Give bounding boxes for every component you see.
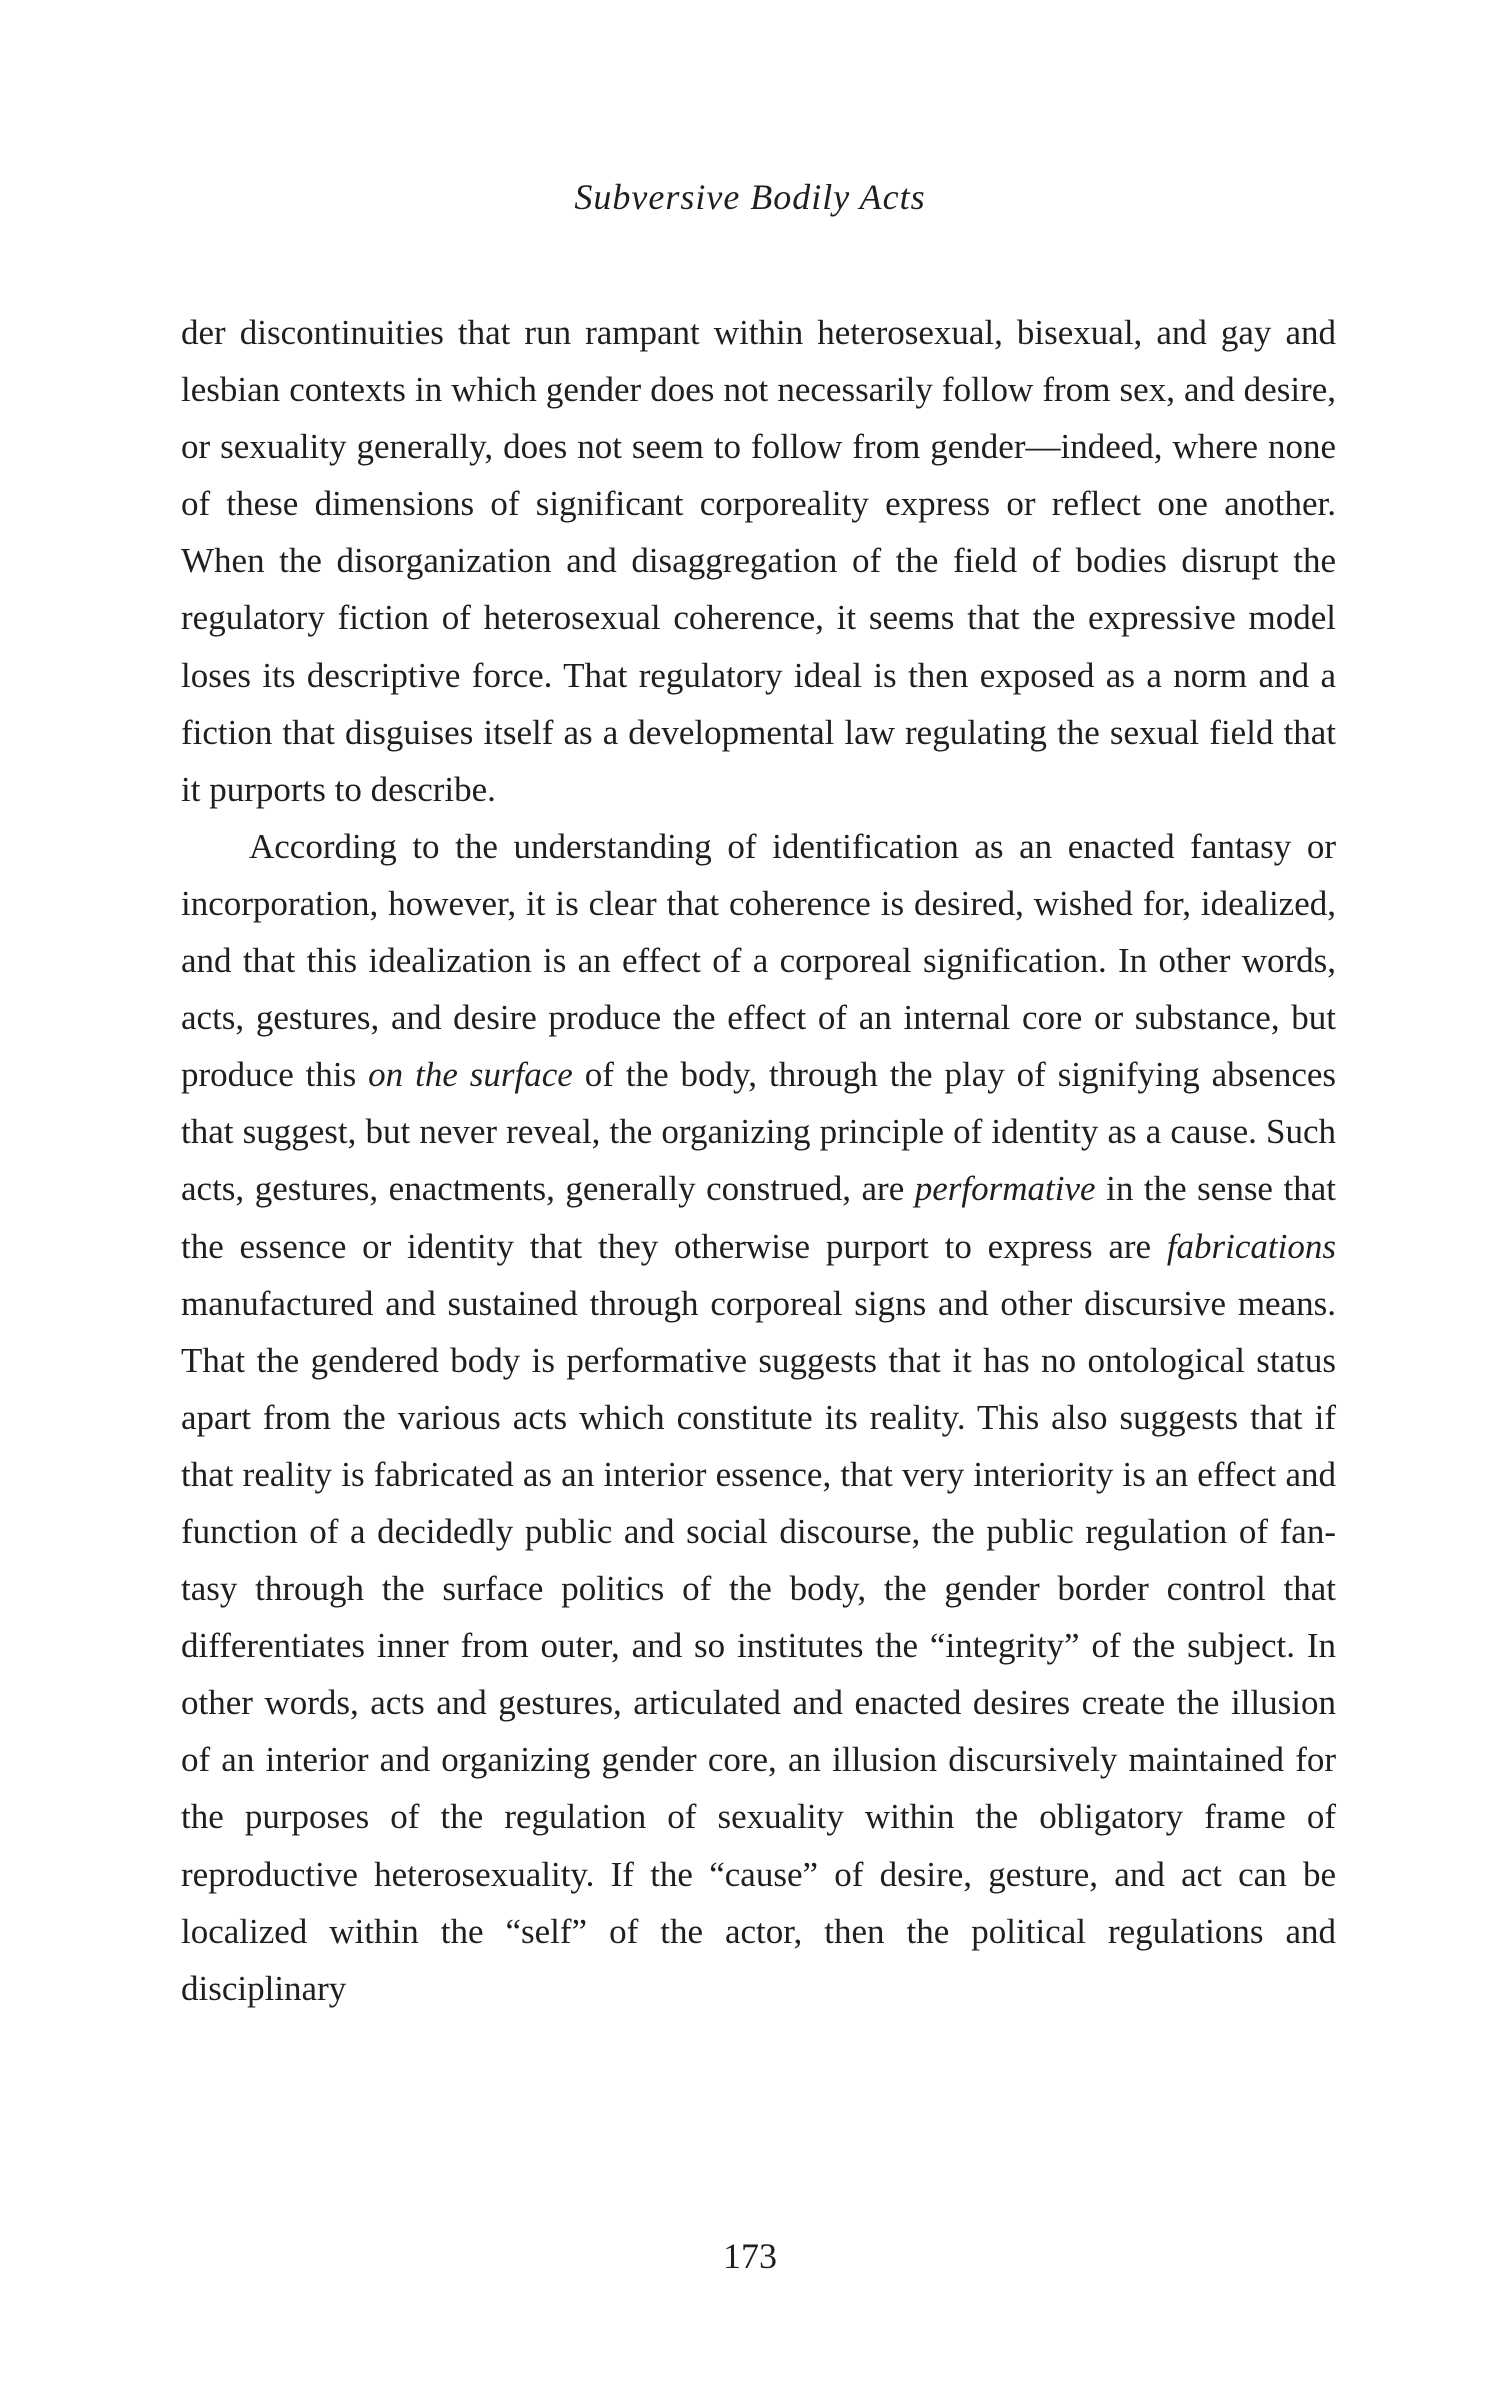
italic-word-performative: performative	[914, 1169, 1096, 1209]
text-segment: According to the understanding of identification as an enacted fantasy or incorporation, however, it is clear that coherence is desired, wished for, idealized, and that this idealization is an effect of a corporeal signification. In other words, acts, gestures, and desire produce the effect of an internal core or substance, but produce this	[181, 826, 1336, 1095]
text-segment: in the sense that the essence or identity that they otherwise purport to express are	[181, 1169, 1336, 1266]
running-head: Subversive Bodily Acts	[574, 177, 926, 217]
text-segment: manufactured and sustained through corporeal signs and other discursive means. That the gendered body is performative suggests that it has no ontological status apart from the various acts which constitute its reality. This also suggests that if that reality is fabricated as an interior essence, that very interiority is an effect and function of a decidedly public and social discourse, the public regulation of fantasy through the surface politics of the body, the gender border control that differentiates inner from outer, and so institutes the “integrity” of the subject. In other words, acts and gestures, articulated and enacted desires create the illusion of an interior and organizing gender core, an illusion discursively maintained for the purposes of the regulation of sexuality within the obligatory frame of reproductive heterosexuality. If the “cause” of desire, gesture, and act can be localized within the “self” of the actor, then the political regulations and disciplinary	[181, 1283, 1336, 2008]
page-number: 173	[723, 2236, 777, 2276]
paragraph-2	[181, 818, 1336, 2017]
text-segment: der discontinuities that run rampant within heterosexual, bisexual, and gay and lesbian contexts in which gender does not necessarily follow from sex, and desire, or sexuality generally, does not seem to follow from gender—indeed, where none of these dimensions of significant corporeality express or reflect one another. When the disorganization and disaggregation of the field of bodies disrupt the regulatory fiction of heterosexual coherence, it seems that the expressive model loses its descriptive force. That regulatory ideal is then exposed as a norm and a fiction that disguises itself as a developmental law regulating the sexual field that it purports to describe.	[181, 313, 1336, 809]
body-text	[181, 304, 1336, 2017]
italic-word-fabrications: fabrications	[1166, 1226, 1336, 1266]
paragraph-1	[181, 304, 1336, 818]
italic-phrase-on-the-surface: on the surface	[368, 1055, 573, 1095]
text-segment: of the body, through the play of signifying absences that suggest, but never reveal, the organizing principle of identity as a cause. Such acts, gestures, enactments, generally construed, are	[181, 1055, 1337, 1209]
